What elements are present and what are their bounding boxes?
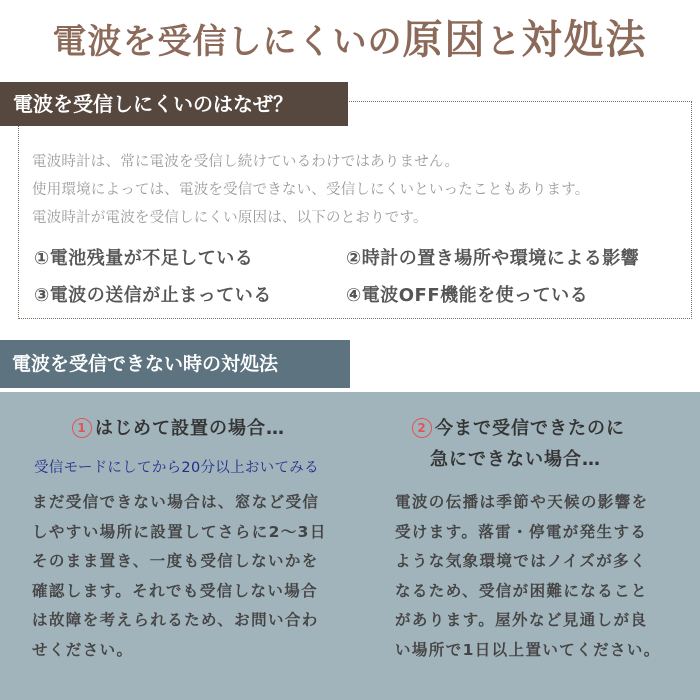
cause-item: ②時計の置き場所や環境による影響 — [346, 248, 640, 269]
body-line: は故障を考えられるため、お問い合わ — [32, 611, 319, 629]
body-line: なるため、受信が困難になること — [395, 581, 648, 600]
intro-line: 電波時計が電波を受信しにくい原因は、以下のとおりです。 — [32, 210, 428, 226]
number-badge: 1 — [72, 418, 92, 438]
body-line: 確認します。それでも受信しない場合 — [32, 581, 319, 600]
cause-item: ①電池残量が不足している — [34, 248, 254, 269]
cause-item: ③電波の送信が止まっている — [34, 285, 272, 306]
body-line: ような気象環境ではノイズが多く — [395, 552, 647, 570]
page-title — [0, 8, 700, 65]
right-column-title — [412, 414, 625, 440]
body-line: せください。 — [32, 640, 134, 659]
right-body — [395, 488, 661, 665]
left-subtitle: 受信モードにしてから20分以上おいてみる — [34, 460, 319, 476]
title-part2: 原因 — [402, 16, 487, 63]
body-line: い場所で1日以上置いてください。 — [395, 640, 661, 659]
body-line: しやすい場所に設置してさらに2〜3日 — [32, 522, 327, 541]
section1-header: 電波を受信しにくいのはなぜ？ — [0, 82, 348, 126]
title-part1: 電波を受信しにくいの — [52, 22, 403, 62]
right-title-line1: 今まで受信できたのに — [435, 418, 625, 439]
left-body — [32, 488, 327, 665]
left-column-title — [72, 414, 285, 440]
body-line: そのまま置き、一度も受信しないかを — [32, 552, 319, 570]
title-part4: 対処法 — [521, 16, 648, 63]
body-line: まだ受信できない場合は、窓など受信 — [32, 493, 320, 511]
body-line: があります。屋外など見通しが良 — [395, 611, 648, 629]
number-badge: 2 — [412, 418, 432, 438]
body-line: 電波の伝播は季節や天候の影響を — [395, 493, 649, 511]
title-part3: と — [486, 22, 522, 62]
section2-header: 電波を受信できない時の対処法 — [0, 340, 350, 388]
body-line: 受けます。落雷・停電が発生する — [395, 522, 648, 541]
intro-line: 使用環境によっては、電波を受信できない、受信しにくいといったこともあります。 — [32, 182, 590, 198]
right-title-line2: 急にできない場合… — [430, 449, 601, 470]
left-title-text: はじめて設置の場合… — [95, 418, 285, 439]
section1-intro — [32, 148, 694, 232]
intro-line: 電波時計は、常に電波を受信し続けているわけではありません。 — [32, 154, 460, 170]
cause-item: ④電波OFF機能を使っている — [346, 285, 589, 306]
